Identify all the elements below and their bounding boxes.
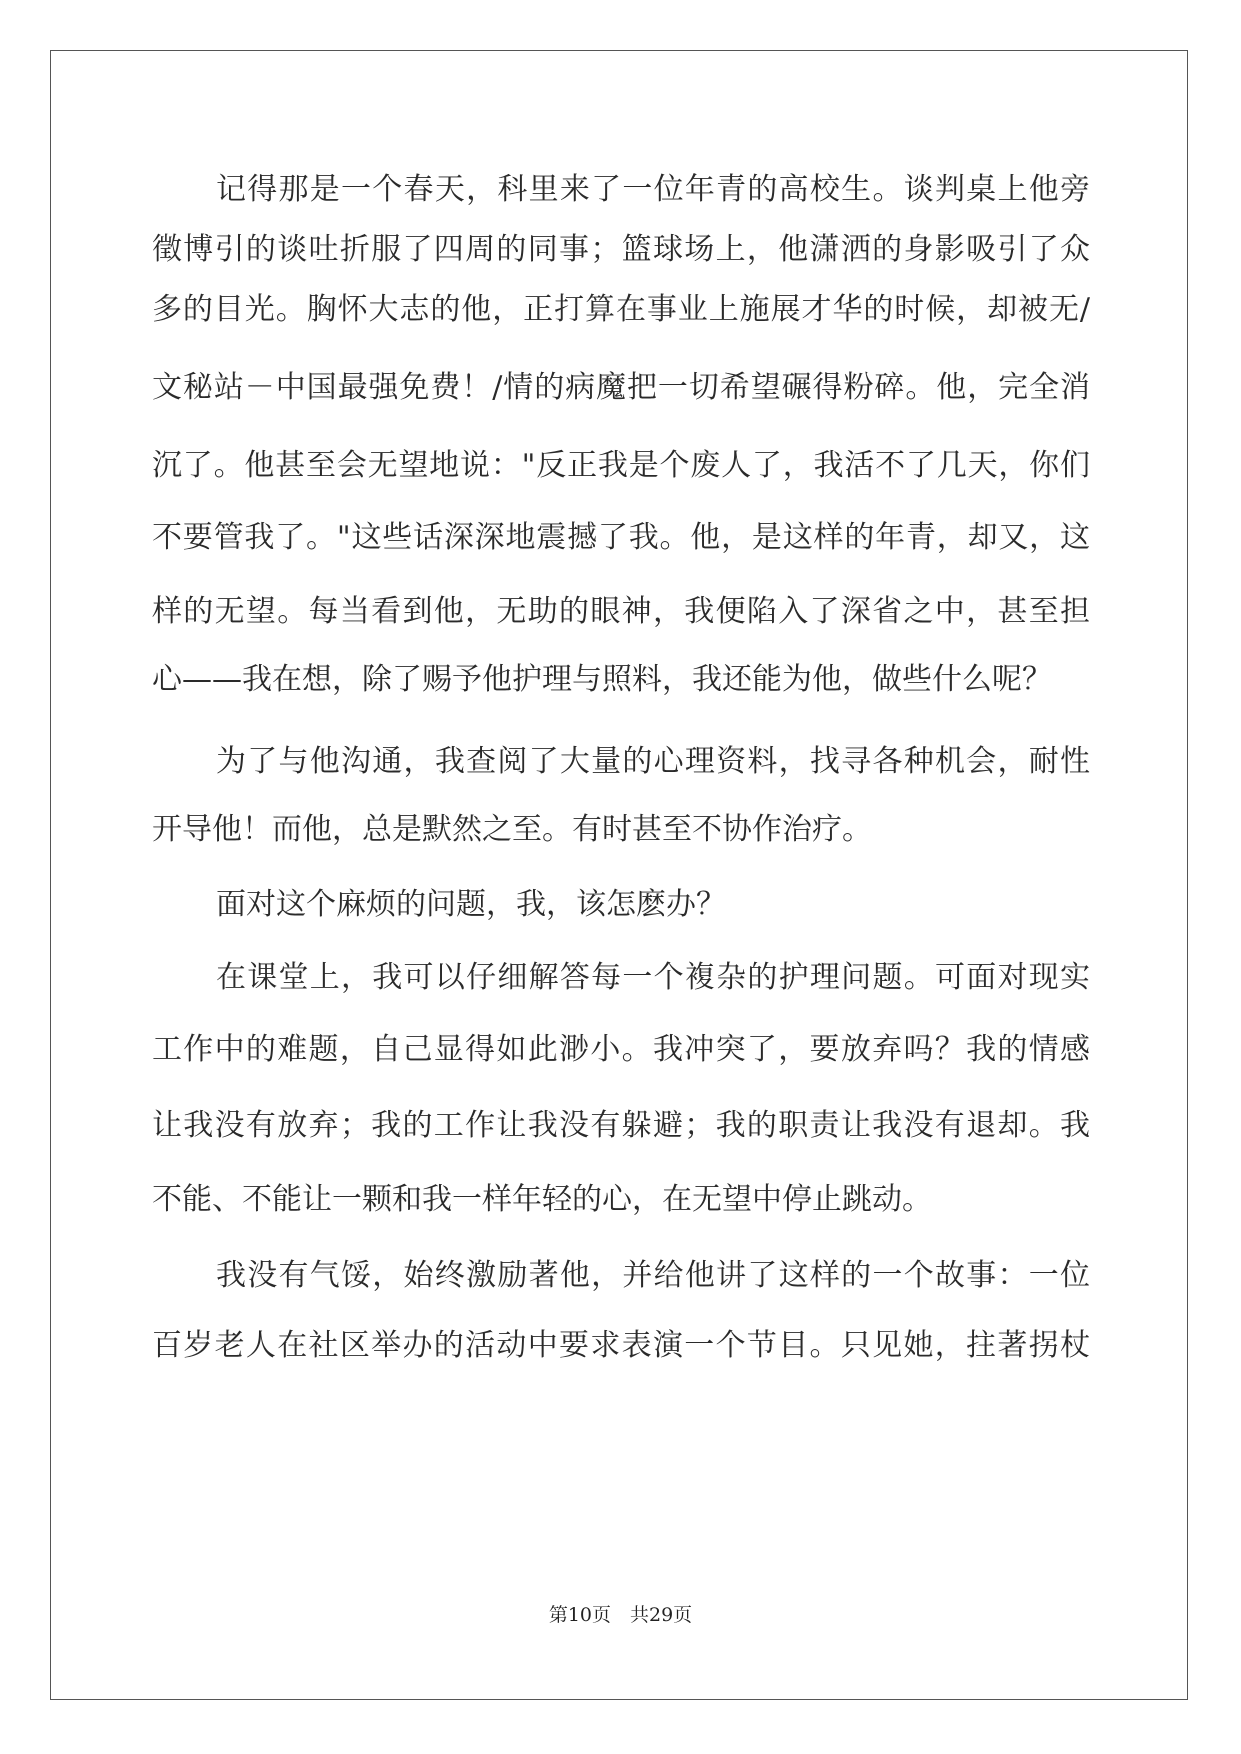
paragraph-line: 工作中的难题，自己显得如此渺小。我冲突了，要放弃吗？我的情感 [152,1032,1090,1067]
paragraph-line: 心——我在想，除了赐予他护理与照料，我还能为他，做些什么呢？ [152,662,1052,697]
paragraph-line: 我没有气馁，始终激励著他，并给他讲了这样的一个故事：一位 [216,1258,1090,1293]
paragraph-line: 不能、不能让一颗和我一样年轻的心，在无望中停止跳动。 [152,1182,932,1217]
paragraph-line: 为了与他沟通，我查阅了大量的心理资料，找寻各种机会，耐性 [216,744,1090,779]
paragraph-line: 在课堂上，我可以仔细解答每一个複杂的护理问题。可面对现实 [216,960,1090,995]
page-number-footer: 第10页 共29页 [548,1604,693,1626]
paragraph-line: 徵博引的谈吐折服了四周的同事；篮球场上，他潇洒的身影吸引了众 [152,232,1090,267]
paragraph-line: 面对这个麻烦的问题，我，该怎麽办？ [216,887,726,922]
paragraph-line: 样的无望。每当看到他，无助的眼神，我便陷入了深省之中，甚至担 [152,594,1090,629]
paragraph-line: 开导他！而他，总是默然之至。有时甚至不协作治疗。 [152,812,872,847]
paragraph-line: 让我没有放弃；我的工作让我没有躲避；我的职责让我没有退却。我 [152,1108,1090,1143]
paragraph-line: 记得那是一个春天，科里来了一位年青的高校生。谈判桌上他旁 [216,172,1090,207]
paragraph-line: 多的目光。胸怀大志的他，正打算在事业上施展才华的时候，却被无/ [152,292,1090,327]
paragraph-line: 不要管我了。"这些话深深地震撼了我。他，是这样的年青，却又，这 [152,520,1090,555]
paragraph-line: 文秘站－中国最强免费！/情的病魔把一切希望碾得粉碎。他，完全消 [152,370,1090,405]
paragraph-line: 沉了。他甚至会无望地说："反正我是个废人了，我活不了几天，你们 [152,448,1090,483]
paragraph-line: 百岁老人在社区举办的活动中要求表演一个节目。只见她，拄著拐杖 [152,1328,1090,1363]
